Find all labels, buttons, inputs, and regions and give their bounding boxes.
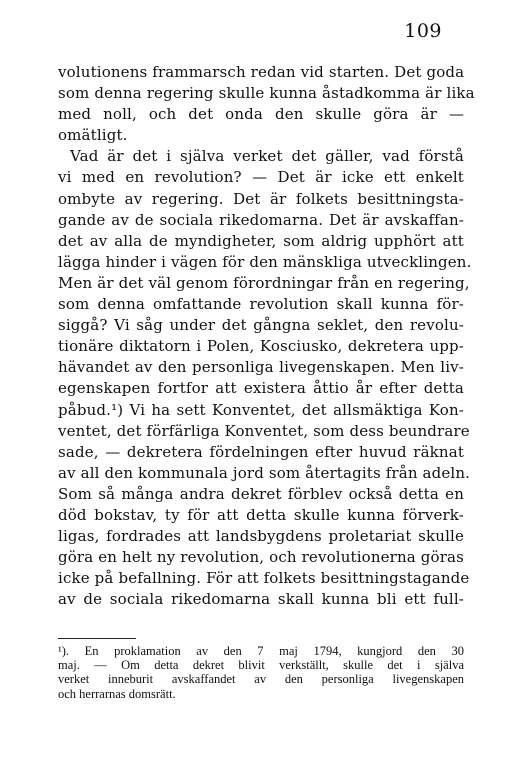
text-line: göra en helt ny revolution, och revolutionerna göras [58, 548, 464, 567]
text-line: som denna omfattande revolution skall kunna för- [58, 295, 464, 314]
text-line: ventet, det förfärliga Konventet, som dess beundrare [58, 421, 470, 440]
text-line: omätligt. [58, 126, 128, 145]
text-line: vi med en revolution? — Det är icke ett enkelt [58, 168, 464, 187]
text-line: gande av de sociala rikedomarna. Det är avskaffan- [58, 210, 464, 229]
text-line: av all den kommunala jord som återtagits från adeln. [58, 463, 471, 482]
footnote-line: verket inneburit avskaffandet av den personliga livegenskapen [58, 672, 464, 687]
footnote-line: maj. — Om detta dekret blivit verkställt, skulle det i själva [58, 658, 464, 673]
text-line: som denna regering skulle kunna åstadkomma är lika [58, 84, 475, 103]
text-line: påbud.¹) Vi ha sett Konventet, det allsmäktiga Kon- [58, 400, 464, 419]
footnote-line: ¹). En proklamation av den 7 maj 1794, kungjord den 30 [58, 644, 464, 658]
footnote [58, 644, 464, 701]
text-line: icke på befallning. För att folkets besittningstagande [58, 569, 470, 588]
text-line: lägga hinder i vägen för den mänskliga utvecklingen. [58, 252, 472, 271]
text-line: Som så många andra dekret förblev också detta en [58, 484, 464, 503]
text-line: med noll, och det onda den skulle göra är — [58, 105, 464, 124]
text-line: siggå? Vi såg under det gångna seklet, den revolu- [58, 316, 464, 335]
text-line: hävandet av den personliga livegenskapen. Men liv- [58, 358, 464, 377]
text-line: död bokstav, ty för att detta skulle kunna förverk- [58, 505, 464, 524]
footnote-divider [58, 638, 136, 639]
page-number: 109 [404, 20, 442, 42]
text-line: ombyte av regering. Det är folkets besittningsta- [58, 189, 464, 208]
text-line: tionäre diktatorn i Polen, Kosciusko, dekretera upp- [58, 337, 464, 356]
text-line: egenskapen fortfor att existera åttio år efter detta [58, 379, 464, 398]
text-line: volutionens frammarsch redan vid starten. Det goda [58, 63, 465, 81]
text-line: sade, — dekretera fördelningen efter huvud räknat [58, 442, 464, 461]
footnote-line: och herrarnas domsrätt. [58, 686, 176, 701]
text-line: Men är det väl genom förordningar från en regering, [58, 273, 470, 292]
text-line: av de sociala rikedomarna skall kunna bli ett full- [58, 590, 464, 609]
text-line: det av alla de myndigheter, som aldrig upphört att [58, 231, 464, 250]
text-line: ligas, fordrades att landsbygdens proletariat skulle [58, 527, 464, 546]
body-text [58, 62, 475, 610]
text-line: Vad är det i själva verket det gäller, vad förstå [70, 147, 464, 166]
